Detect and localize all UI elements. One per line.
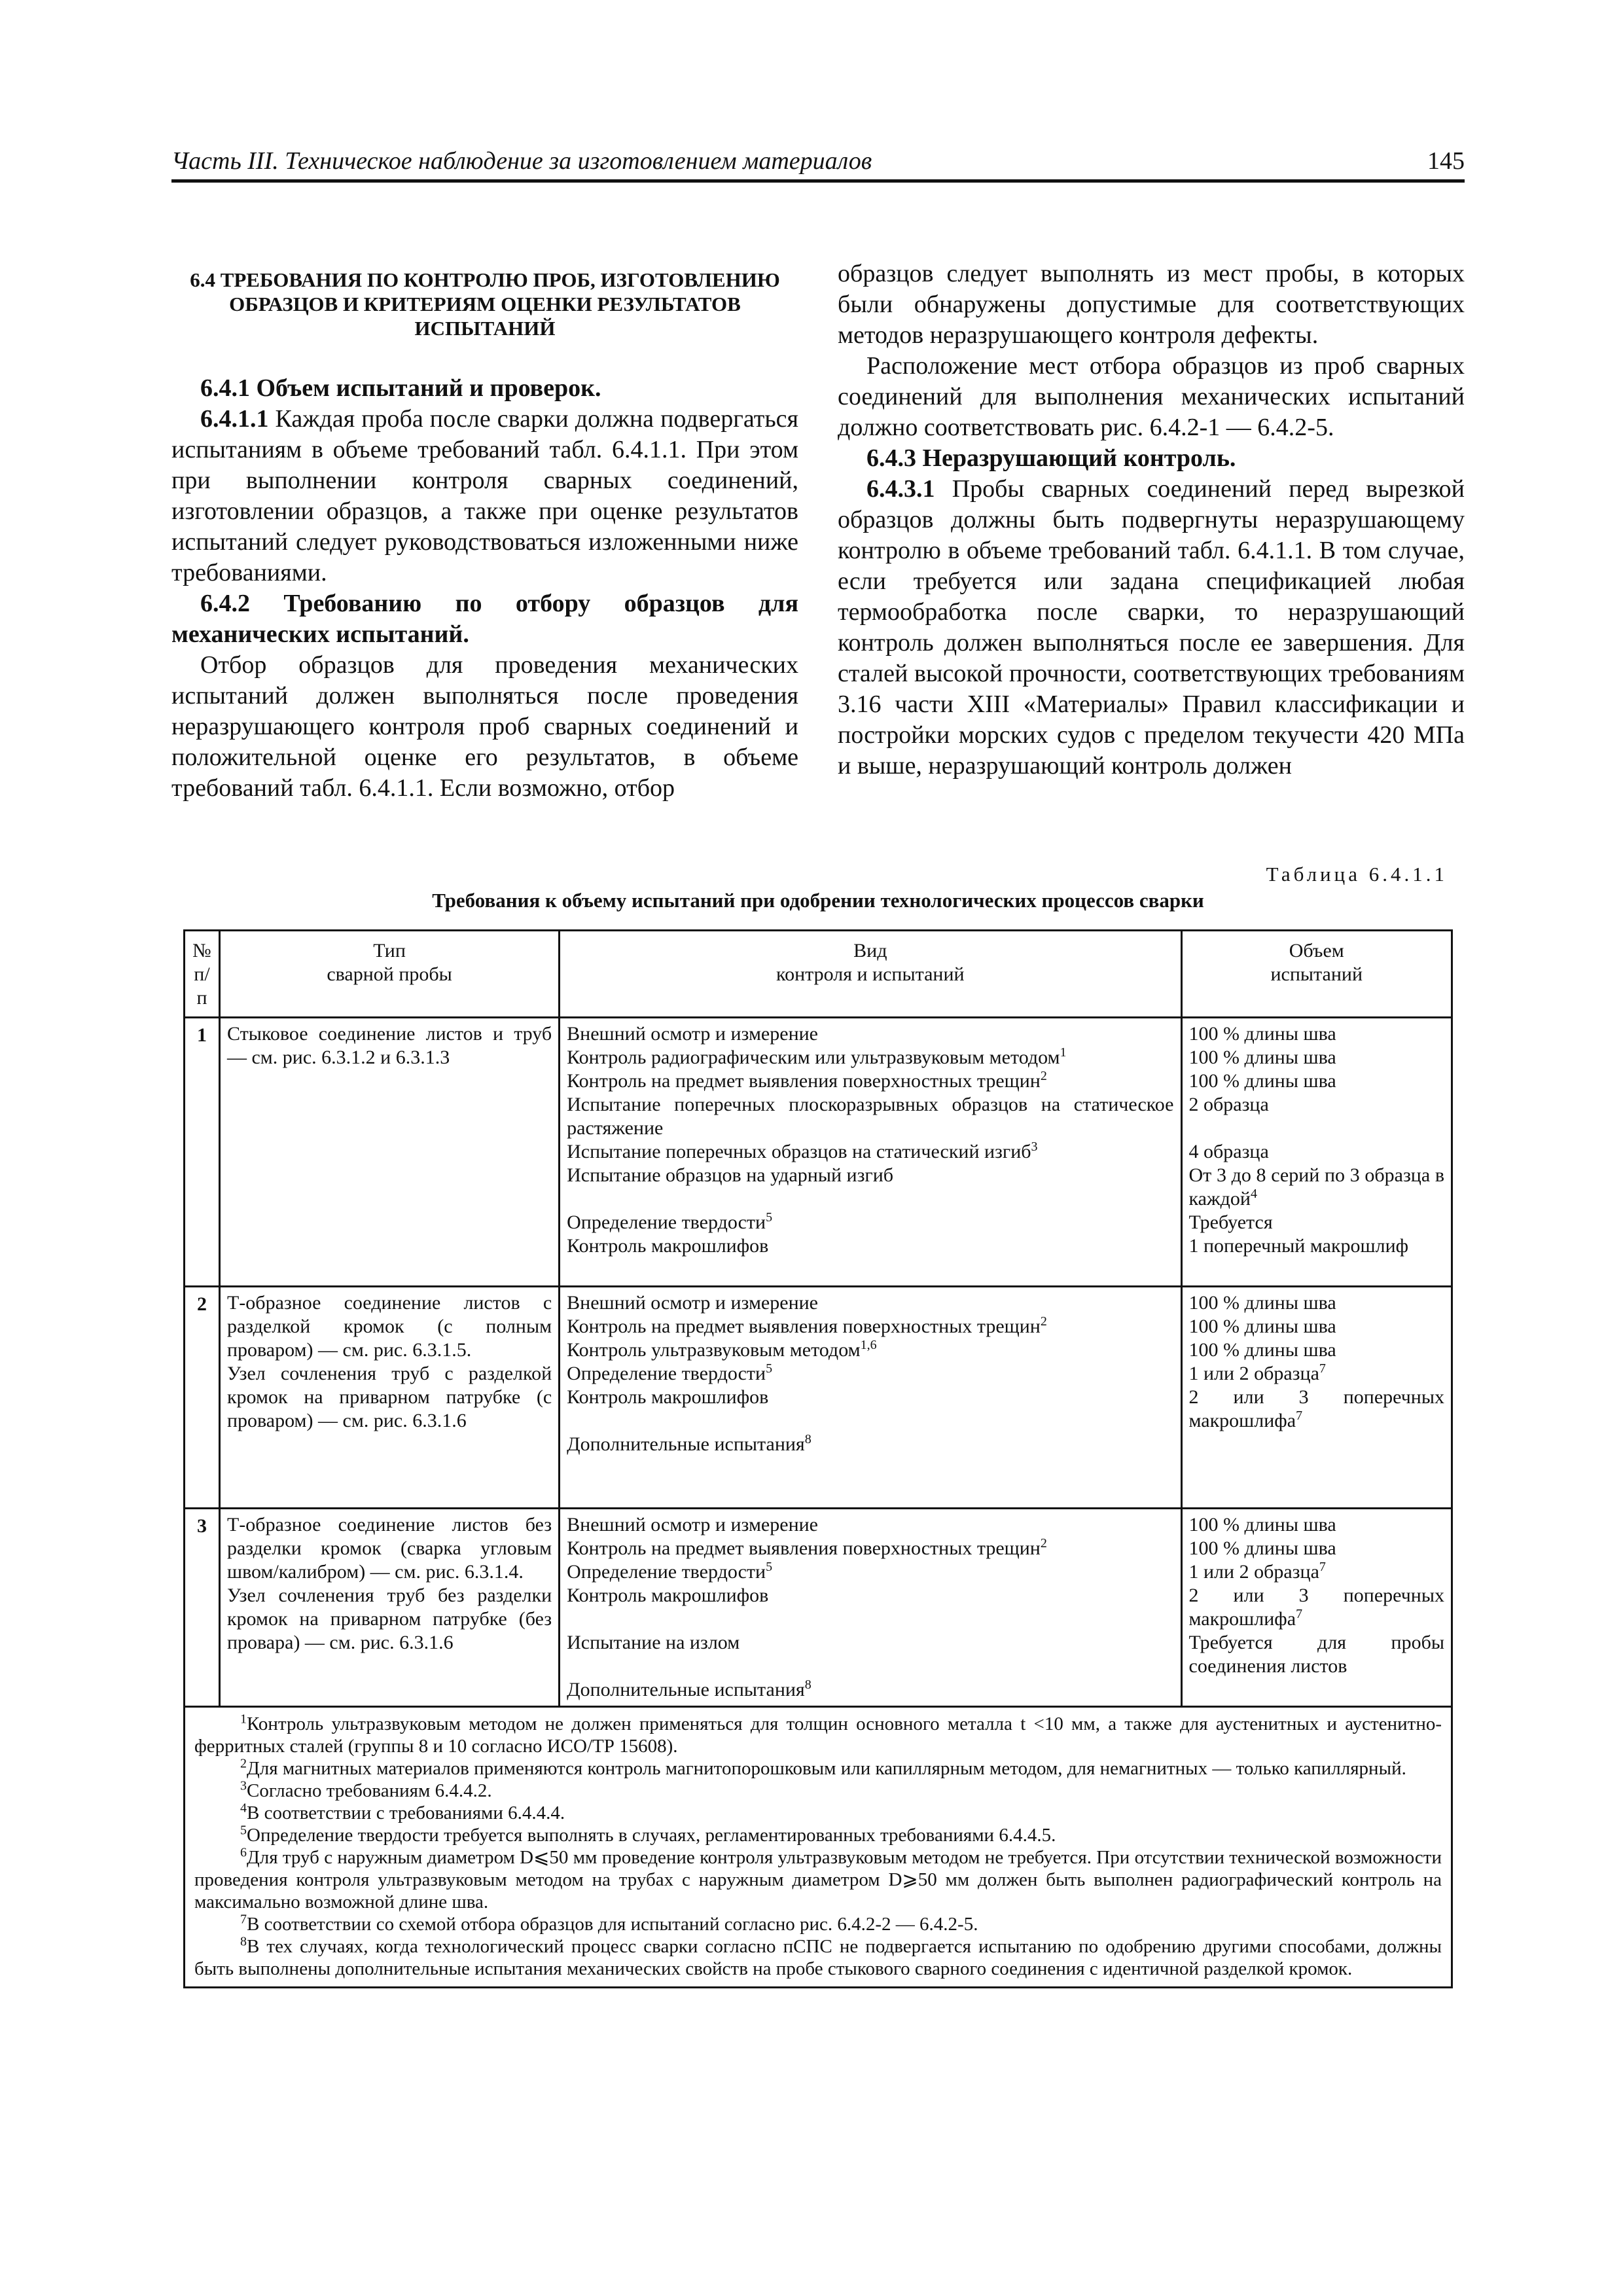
left-column — [171, 259, 798, 804]
paragraph-continued: образцов следует выполнять из мест пробы, в которых были обнаружены допустимые для соответствующих методов неразрушающего контроля дефекты. — [838, 260, 1465, 349]
footnote: $^6$Для труб с наружным диаметром D⩽50 мм проведение контроля ультразвуковым методом не требуется. При отсутствии технической возможности проведения контроля ультразвуковым методом на трубах с наружным диаметром D⩾50 мм должен быть выполнен радиографический контроль на максимально возможной длине шва. — [194, 1845, 1442, 1912]
row-number: 2 — [185, 1287, 220, 1509]
kind-cell: Внешний осмотр и измерение Контроль на предмет выявления поверхностных трещин$^2$ Определение твердости$^5$ Контроль макрошлифов Испытание на излом Дополнительные испытания$^8$ — [560, 1509, 1181, 1707]
paragraph-sample-location: Расположение мест отбора образцов из проб сварных соединений для выполнения механических испытаний должно соответствовать рис. 6.4.2-1 — 6.4.2-5. — [838, 352, 1465, 441]
sample-type: Т-образное соединение листов без разделки кромок (сварка угловым швом/калибром) — см. рис. 6.3.1.4. Узел сочленения труб без разделки кромок на приварном патрубке (без провара) — см. рис. 6.3.1.6 — [219, 1509, 559, 1707]
running-title: Часть III. Техническое наблюдение за изготовлением материалов — [171, 147, 872, 175]
footnote: $^5$Определение твердости требуется выполнять в случаях, регламентированных требованиями 6.4.4.5. — [240, 1823, 1056, 1846]
paragraph-text: Каждая проба после сварки должна подвергаться испытаниям в объеме требований табл. 6.4.1.1. При этом при выполнении контроля сварных соединений, изготовлении образцов, а также при оценке результатов испытаний следует руководствоваться изложенными ниже требованиями. — [171, 405, 798, 586]
footnote: $^2$Для магнитных материалов применяются контроль магнитопорошковым или капиллярным методом, для немагнитных — только капиллярный. — [240, 1756, 1406, 1779]
paragraph-text: Пробы сварных соединений перед вырезкой образцов должны быть подвергнуты неразрушающему контролю в объеме требований табл. 6.4.1.1. В том случае, если требуется или задана спецификацией любая термообработка после сварки, то неразрушающий контроль должен выполняться после ее завершения. Для сталей высокой прочности, соответствующих требованиям 3.16 части XIII «Материалы» Правил классификации и постройки морских судов с пределом текучести 420 МПа и выше, неразрушающий контроль должен — [838, 475, 1465, 780]
table-row — [185, 1287, 1452, 1509]
page-number: 145 — [1427, 147, 1465, 175]
volume-cell: 100 % длины шва 100 % длины шва 1 или 2 образца$^7$ 2 или 3 поперечных макрошлифа$^7$ Требуется для пробы соединения листов — [1181, 1509, 1452, 1707]
header-kind: Вид контроля и испытаний — [560, 931, 1181, 1018]
footnote: $^7$В соответствии со схемой отбора образцов для испытаний согласно рис. 6.4.2-2 — 6.4.2-5. — [240, 1912, 978, 1935]
kind-cell: Внешний осмотр и измерение Контроль на предмет выявления поверхностных трещин$^2$ Контроль ультразвуковым методом$^{1,6}$ Определение твердости$^5$ Контроль макрошлифов Дополнительные испытания$^8$ — [560, 1287, 1181, 1509]
section-heading: 6.4 ТРЕБОВАНИЯ ПО КОНТРОЛЮ ПРОБ, ИЗГОТОВЛЕНИЮ ОБРАЗЦОВ И КРИТЕРИЯМ ОЦЕНКИ РЕЗУЛЬТАТОВ ИСПЫТАНИЙ — [190, 268, 780, 340]
heading-6-4-2: 6.4.2 Требованию по отбору образцов для механических испытаний. — [171, 590, 798, 648]
footnote: $^1$Контроль ультразвуковым методом не должен применяться для толщин основного металла t <10 мм, а также для аустенитных и аустенитно-ферритных сталей (группы 8 и 10 согласно ИСО/ТР 15608). — [194, 1712, 1442, 1757]
row-number: 3 — [185, 1509, 220, 1707]
kind-cell: Внешний осмотр и измерение Контроль радиографическим или ультразвуковым методом$^1$ Контроль на предмет выявления поверхностных трещин$^2$ Испытание поперечных плоскоразрывных образцов на статическое растяжение Испытание поперечных образцов на статический изгиб$^3$ Испытание образцов на ударный изгиб Определение твердости$^5$ Контроль макрошлифов — [560, 1018, 1181, 1287]
footnote: $^4$В соответствии с требованиями 6.4.4.4. — [240, 1801, 565, 1823]
header-num: № п/п — [185, 931, 220, 1018]
table-number: Таблица 6.4.1.1 — [1266, 863, 1448, 886]
heading-6-4-1: 6.4.1 Объем испытаний и проверок. — [200, 374, 601, 402]
row-number: 1 — [185, 1018, 220, 1287]
table-row — [185, 1018, 1452, 1287]
requirements-table — [183, 929, 1453, 1988]
header-type: Тип сварной пробы — [219, 931, 559, 1018]
page-header — [171, 145, 1465, 183]
heading-6-4-3: 6.4.3 Неразрушающий контроль. — [866, 444, 1236, 472]
footnotes — [185, 1707, 1452, 1988]
paragraph-6-4-2: Отбор образцов для проведения механических испытаний должен выполняться после проведения неразрушающего контроля проб сварных соединений и положительной оценке его результатов, в объеме требований табл. 6.4.1.1. Если возможно, отбор — [171, 651, 798, 802]
footnotes-row — [185, 1707, 1452, 1988]
paragraph-6-4-3-1 — [838, 474, 1465, 781]
header-volume: Объем испытаний — [1181, 931, 1452, 1018]
footnote: $^8$В тех случаях, когда технологический процесс сварки согласно пСПС не подвергается испытанию по одобрению другими способами, должны быть выполнены дополнительные испытания механических свойств на пробе стыкового сварного соединения с идентичной разделкой кромок. — [194, 1934, 1442, 1979]
paragraph-6-4-1-1 — [171, 404, 798, 588]
footnote: $^3$Согласно требованиям 6.4.4.2. — [240, 1778, 492, 1801]
volume-cell: 100 % длины шва 100 % длины шва 100 % длины шва 1 или 2 образца$^7$ 2 или 3 поперечных макрошлифа$^7$ — [1181, 1287, 1452, 1509]
volume-cell: 100 % длины шва 100 % длины шва 100 % длины шва 2 образца 4 образца От 3 до 8 серий по 3 образца в каждой$^4$ Требуется 1 поперечный макрошлиф — [1181, 1018, 1452, 1287]
clause-number: 6.4.3.1 — [866, 475, 935, 503]
right-column — [838, 259, 1465, 781]
table-row — [185, 1509, 1452, 1707]
table-header-row — [185, 931, 1452, 1018]
clause-number: 6.4.1.1 — [200, 405, 269, 433]
table-caption: Требования к объему испытаний при одобрении технологических процессов сварки — [432, 889, 1204, 912]
sample-type: Стыковое соединение листов и труб — см. рис. 6.3.1.2 и 6.3.1.3 — [219, 1018, 559, 1287]
sample-type: Т-образное соединение листов с разделкой кромок (с полным проваром) — см. рис. 6.3.1.5. Узел сочленения труб с разделкой кромок на приварном патрубке (с проваром) — см. рис. 6.3.1.6 — [219, 1287, 559, 1509]
